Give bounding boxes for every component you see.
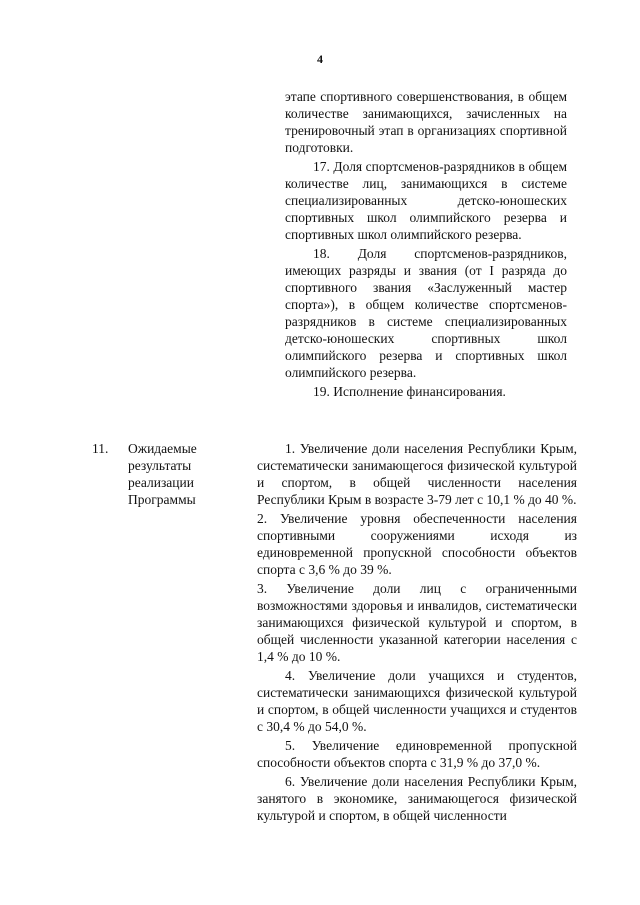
indicator-17: 17. Доля спортсменов-разрядников в общем количестве лиц, занимающихся в системе специализированных детско-юношеских спортивных школ олимпийского резерва и спортивных школ олимпийского резерва. bbox=[285, 159, 567, 242]
indicators-continuation bbox=[285, 88, 567, 400]
result-item-1: 1. Увеличение доли населения Республики Крым, систематически занимающегося физической культурой и спортом, в общей численности населения Республики Крым в возрасте 3-79 лет с 10,1 % до 40 %. bbox=[257, 441, 577, 507]
result-item-2: 2. Увеличение уровня обеспеченности населения спортивными сооружениями исходя из единовременной пропускной способности объектов спорта с 3,6 % до 39 %. bbox=[257, 511, 577, 577]
result-item-3: 3. Увеличение доли лиц с ограниченными возможностями здоровья и инвалидов, систематически занимающихся физической культурой и спортом, в общей численности указанной категории населения с 1,4 % до 10 %. bbox=[257, 581, 577, 664]
indicator-19: 19. Исполнение финансирования. bbox=[313, 384, 506, 399]
row-label: Ожидаемые результаты реализации Программы bbox=[128, 441, 197, 507]
expected-results-list bbox=[257, 440, 577, 824]
continuation-text: этапе спортивного совершенствования, в общем количестве занимающихся, зачисленных на тренировочный этап в организациях спортивной подготовки. bbox=[285, 89, 567, 155]
result-item-6: 6. Увеличение доли населения Республики Крым, занятого в экономике, занимающегося физической культурой и спортом, в общей численности bbox=[257, 774, 577, 823]
result-item-5: 5. Увеличение единовременной пропускной способности объектов спорта с 31,9 % до 37,0 %. bbox=[257, 738, 577, 770]
row-number: 11. bbox=[92, 441, 109, 456]
page-number: 4 bbox=[317, 52, 323, 66]
result-item-4: 4. Увеличение доли учащихся и студентов, систематически занимающихся физической культурой и спортом, в общей численности учащихся и студентов с 30,4 % до 54,0 %. bbox=[257, 668, 577, 734]
indicator-18: 18. Доля спортсменов-разрядников, имеющих разряды и звания (от I разряда до спортивного звания «Заслуженный мастер спорта»), в общем количестве спортсменов-разрядников в системе специализированных детско-юношеских спортивных школ олимпийского резерва и спортивных школ олимпийского резерва. bbox=[285, 246, 567, 380]
